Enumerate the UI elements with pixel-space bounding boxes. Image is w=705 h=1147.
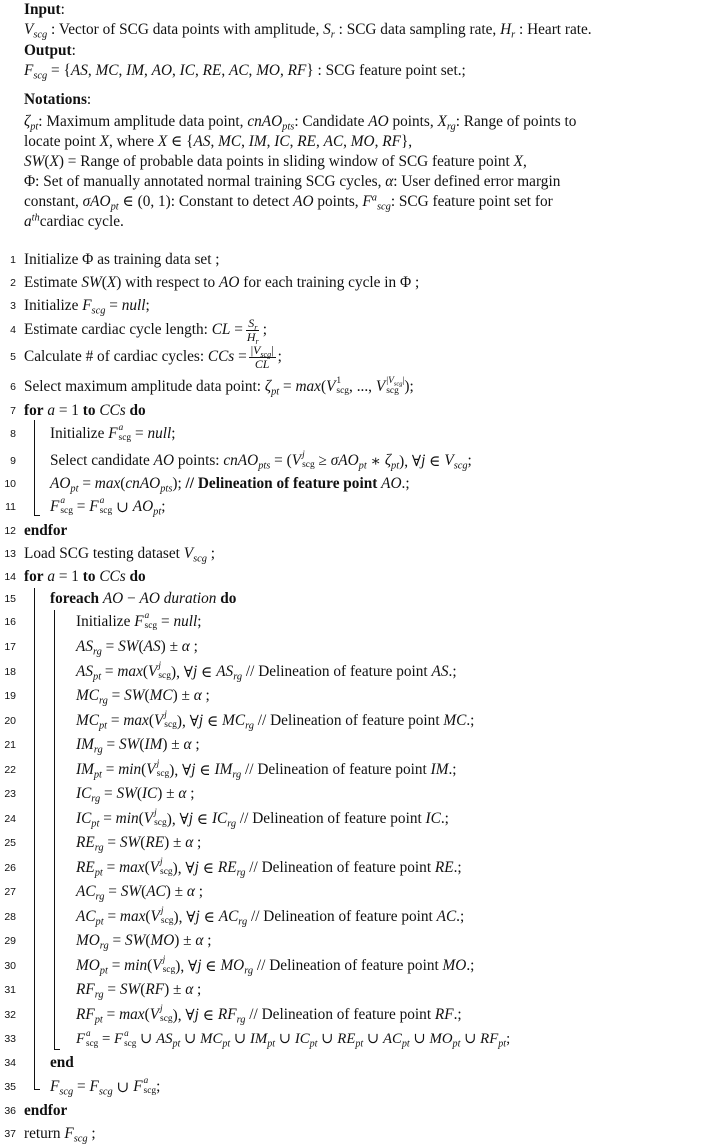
algo-step: 28 $AC_{pt}$ = max ( V j scg ), ∀ j ∈ $AC_{rg}$ // Delineation of feature point AC .; xyxy=(0,904,703,930)
output-description: $F_{scg} = \{AS$, MC, IM, AO, IC, RE, AC, MO, RF} : SCG feature point set.; xyxy=(24,62,466,82)
algo-step: 19 $MC_{rg}$ = SW ( MC ) ± α ; xyxy=(0,683,703,709)
algo-step: 3 Initialize $F_{scg}$ = null ; xyxy=(0,293,703,319)
algo-step: 34 end xyxy=(0,1050,703,1076)
algo-step: 25 $RE_{rg}$ = SW ( RE ) ± α ; xyxy=(0,830,703,856)
line-number: 23 xyxy=(4,788,16,800)
algo-step: 2 Estimate SW ( X ) with respect to AO for each training cycle in Φ ; xyxy=(0,270,703,296)
output-heading: Output: xyxy=(24,42,76,59)
line-number: 21 xyxy=(4,739,16,751)
notations-text: $\zeta_{pt}$: Maximum amplitude data point, cnAO$_{pts}$: Candidate AO points, $X_{rg}$: Range of points to locate point X, where X ∈ {AS, MC, IM, IC, RE, AC, MO, RF}, SW(X) = Range of probable data points in sliding window of SCG feature point X, Φ: Set of manually annotated normal training SCG cycles, α: User defined error margin constant, σAO$_{pt}$ ∈ (0, 1): Constant to detect AO points, $F^a_{scg}$: SCG feature point set for $a^{th}cardiac$ cycle. xyxy=(24,113,577,230)
algo-step: 33 F a scg = F a scg ∪ $AS_{pt}$ ∪ $MC_{pt}$ ∪ $IM_{pt}$ ∪ $IC_{pt}$ ∪ $RE_{pt}$ ∪ $AC_{pt}$ ∪ $MO_{pt}$ ∪ $RF_{pt}$ ; xyxy=(0,1026,703,1052)
line-number: 35 xyxy=(4,1081,16,1093)
line-number: 16 xyxy=(4,616,16,628)
algo-step: 9 Select candidate AO points: cnAO$_{pts}$ = ( V j scg ≥ σAO$_{pt}$ ∗ $\zeta_{pt}$ ), ∀ j ∈ $V_{scg}$ ; xyxy=(0,447,703,475)
line-number: 37 xyxy=(4,1128,16,1140)
line-number: 11 xyxy=(5,501,16,513)
algo-step: 7 for a = 1 to CCs do xyxy=(0,398,703,424)
algo-step: 31 $RF_{rg}$ = SW ( RF ) ± α ; xyxy=(0,977,703,1003)
algo-step: 5 Calculate # of cardiac cycles: CCs = $\frac{|V_{scg}|}{CL}$ ; xyxy=(0,342,703,372)
line-number: 9 xyxy=(10,455,16,467)
line-number: 18 xyxy=(4,666,16,678)
line-number: 29 xyxy=(4,935,16,947)
line-number: 15 xyxy=(4,593,16,605)
notations-heading: Notations: xyxy=(24,91,92,108)
notations-label: Notations xyxy=(24,91,87,108)
line-number: 8 xyxy=(10,428,16,440)
algo-step: 35 $F_{scg}$ = $F_{scg}$ ∪ F a scg ; xyxy=(0,1074,703,1100)
input-label: Input xyxy=(24,1,61,18)
line-number: 6 xyxy=(10,381,16,393)
algo-step: 6 Select maximum amplitude data point: $\zeta_{pt}$ = max ( V 1 scg , ..., V $|V_{scg}|$ scg ); xyxy=(0,372,703,402)
algo-step: 8 Initialize F a scg = null ; xyxy=(0,421,703,447)
algo-step: 1 Initialize Φ as training data set ; xyxy=(0,247,703,273)
line-number: 22 xyxy=(4,764,16,776)
algo-step: 30 $MO_{pt}$ = min ( V j scg ), ∀ j ∈ $MO_{rg}$ // Delineation of feature point MO .; xyxy=(0,953,703,979)
algo-step: 29 $MO_{rg}$ = SW ( MO ) ± α ; xyxy=(0,928,703,954)
line-number: 2 xyxy=(10,277,16,289)
line-number: 1 xyxy=(10,254,16,266)
algo-step: 4 Estimate cardiac cycle length: CL = $\frac{S_r}{H_r}$ ; xyxy=(0,315,703,345)
line-number: 27 xyxy=(4,886,16,898)
algo-step: 17 $AS_{rg}$ = SW ( AS ) ± α ; xyxy=(0,634,703,660)
algo-step: 10 $AO_{pt}$ = max ( cnAO$_{pts}$ ); // Delineation of feature point AO .; xyxy=(0,471,703,497)
line-number: 3 xyxy=(10,300,16,312)
algo-step: 27 $AC_{rg}$ = SW ( AC ) ± α ; xyxy=(0,879,703,905)
line-number: 34 xyxy=(4,1057,16,1069)
line-number: 4 xyxy=(10,324,16,336)
line-number: 28 xyxy=(4,911,16,923)
input-heading: Input: xyxy=(24,1,65,18)
algo-step: 12 endfor xyxy=(0,518,703,544)
line-number: 17 xyxy=(4,641,16,653)
algo-step: 32 $RF_{pt}$ = max ( V j scg ), ∀ j ∈ $RF_{rg}$ // Delineation of feature point RF .; xyxy=(0,1002,703,1028)
algo-step: 23 $IC_{rg}$ = SW ( IC ) ± α ; xyxy=(0,781,703,807)
algo-step: 26 $RE_{pt}$ = max ( V j scg ), ∀ j ∈ $RE_{rg}$ // Delineation of feature point RE .; xyxy=(0,855,703,881)
algo-step: 24 $IC_{pt}$ = min ( V j scg ), ∀ j ∈ $IC_{rg}$ // Delineation of feature point IC .; xyxy=(0,806,703,832)
algo-step: 36 endfor xyxy=(0,1098,703,1124)
algo-step: 13 Load SCG testing dataset $V_{scg}$ ; xyxy=(0,541,703,567)
algo-step: 15 foreach AO − AO duration do xyxy=(0,586,703,612)
line-number: 7 xyxy=(10,405,16,417)
line-number: 12 xyxy=(4,525,16,537)
algo-step: 11 F a scg = F a scg ∪ $AO_{pt}$ ; xyxy=(0,494,703,520)
line-number: 24 xyxy=(4,813,16,825)
line-number: 33 xyxy=(4,1033,16,1045)
line-number: 13 xyxy=(4,548,16,560)
algo-step: 21 $IM_{rg}$ = SW ( IM ) ± α ; xyxy=(0,732,703,758)
line-number: 26 xyxy=(4,862,16,874)
line-number: 31 xyxy=(4,984,16,996)
algo-step: 20 $MC_{pt}$ = max ( V j scg ), ∀ j ∈ $MC_{rg}$ // Delineation of feature point MC .; xyxy=(0,708,703,734)
line-number: 36 xyxy=(4,1105,16,1117)
line-number: 20 xyxy=(4,715,16,727)
line-number: 14 xyxy=(4,571,16,583)
algo-step: 16 Initialize F a scg = null ; xyxy=(0,609,703,635)
algo-step: 18 $AS_{pt}$ = max ( V j scg ), ∀ j ∈ $AS_{rg}$ // Delineation of feature point AS .; xyxy=(0,659,703,685)
input-description: $V_{scg}$ : Vector of SCG data points with amplitude, $S_r$ : SCG data sampling rate, $H_r$ : Heart rate. xyxy=(24,21,592,41)
algo-step: 22 $IM_{pt}$ = min ( V j scg ), ∀ j ∈ $IM_{rg}$ // Delineation of feature point IM .; xyxy=(0,757,703,783)
algo-step: 37 return $F_{scg}$ ; xyxy=(0,1121,703,1147)
line-number: 5 xyxy=(10,351,16,363)
line-number: 10 xyxy=(4,478,16,490)
line-number: 30 xyxy=(4,960,16,972)
line-number: 25 xyxy=(4,837,16,849)
line-number: 32 xyxy=(4,1009,16,1021)
algo-step: 14 for a = 1 to CCs do xyxy=(0,564,703,590)
output-label: Output xyxy=(24,42,72,59)
line-number: 19 xyxy=(4,690,16,702)
